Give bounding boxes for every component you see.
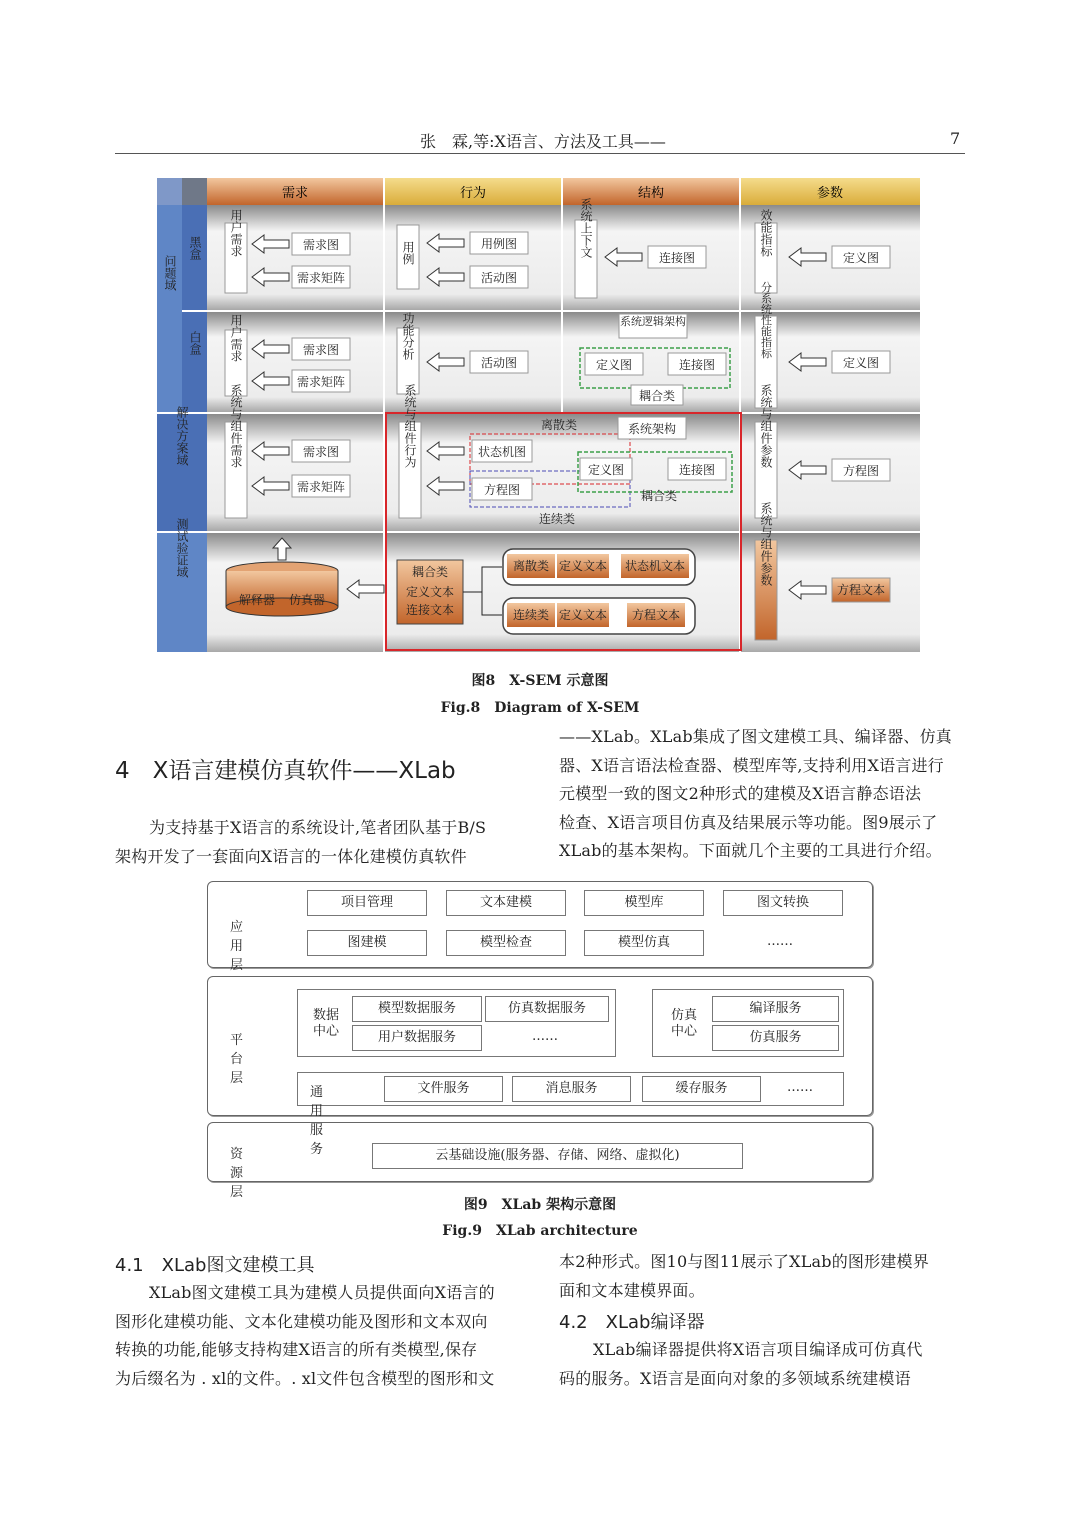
svg-text:需求图: 需求图 [302, 343, 340, 357]
figure-8-caption-en: Fig.8 Diagram of X-SEM [440, 700, 640, 716]
svg-text:定义文本: 定义文本 [405, 585, 455, 599]
common-item-more: …… [787, 1080, 813, 1095]
figure-9-caption-en: Fig.9 XLab architecture [442, 1223, 638, 1239]
col-header-structure: 结构 [637, 186, 665, 201]
app-item: 图建模 [307, 930, 427, 956]
svg-text:系统上下文: 系统上下文 [579, 198, 593, 258]
section-4-left-text: 为支持基于X语言的系统设计,笔者团队基于B/S 架构开发了一套面向X语言的一体化建模仿真软件 [115, 818, 487, 866]
figure-8-caption-cn: 图8 X-SEM 示意图 [471, 673, 609, 689]
svg-text:连接图: 连接图 [658, 251, 696, 265]
svg-text:白盒: 白盒 [188, 331, 202, 355]
col-header-param: 参数 [816, 186, 844, 201]
svg-text:分系统性能指标: 分系统性能指标 [759, 281, 773, 359]
svg-text:需求图: 需求图 [302, 445, 340, 459]
svg-text:定义图: 定义图 [842, 356, 880, 370]
svg-text:需求图: 需求图 [302, 238, 340, 252]
svg-text:系统架构: 系统架构 [627, 422, 677, 436]
svg-text:系统与组件参数: 系统与组件参数 [759, 502, 773, 586]
svg-text:离散类: 离散类 [512, 559, 550, 573]
data-item-more: …… [532, 1029, 558, 1044]
sim-center-label: 仿真中心 [671, 1008, 698, 1039]
svg-text:问题域: 问题域 [163, 255, 177, 291]
svg-text:连续类: 连续类 [538, 512, 576, 526]
svg-text:活动图: 活动图 [480, 356, 518, 370]
svg-text:定义文本: 定义文本 [558, 608, 608, 622]
svg-text:离散类: 离散类 [540, 418, 578, 432]
svg-text:方程图: 方程图 [842, 464, 880, 478]
common-item: 缓存服务 [642, 1076, 761, 1102]
col-header-req: 需求 [281, 186, 309, 201]
svg-text:需求矩阵: 需求矩阵 [296, 271, 346, 285]
svg-text:连续类: 连续类 [512, 608, 550, 622]
app-item: 项目管理 [307, 890, 427, 916]
section-4-1-text-cont: 本2种形式。图10与图11展示了XLab的图形建模界 面和文本建模界面。 [559, 1252, 929, 1300]
svg-text:方程文本: 方程文本 [836, 583, 886, 597]
app-item-more: …… [767, 934, 793, 949]
resource-item: 云基础设施(服务器、存储、网络、虚拟化) [372, 1143, 743, 1169]
app-layer-label: 应用层 [230, 920, 244, 973]
svg-text:方程文本: 方程文本 [631, 608, 681, 622]
app-item: 图文转换 [723, 890, 843, 916]
app-item: 模型库 [584, 890, 704, 916]
svg-text:定义文本: 定义文本 [558, 559, 608, 573]
svg-text:连接图: 连接图 [678, 463, 716, 477]
svg-text:功能分析: 功能分析 [401, 312, 415, 360]
svg-text:耦合类: 耦合类 [638, 389, 676, 403]
sim-item: 仿真服务 [712, 1025, 839, 1051]
section-4-1-text: XLab图文建模工具为建模人员提供面向X语言的 图形化建模功能、文本化建模功能及图形和文本双向 转换的功能,能够支持构建X语言的所有类模型,保存 为后缀名为 . xl的文件。. xl文件包含模型的图形和文 [115, 1283, 495, 1388]
svg-text:解决方案域: 解决方案域 [175, 406, 189, 466]
figure-9-caption-cn: 图9 XLab 架构示意图 [463, 1197, 617, 1213]
common-item: 消息服务 [512, 1076, 631, 1102]
svg-text:用例图: 用例图 [480, 237, 518, 251]
svg-text:黑盒: 黑盒 [188, 236, 202, 260]
svg-text:系统与组件需求: 系统与组件需求 [229, 384, 243, 468]
svg-text:用户需求: 用户需求 [229, 314, 243, 362]
svg-text:解释器: 解释器 [238, 593, 276, 607]
svg-text:连接图: 连接图 [678, 358, 716, 372]
sim-item: 编译服务 [712, 996, 839, 1022]
section-4-right-text: ——XLab。XLab集成了图文建模工具、编译器、仿真 器、X语言语法检查器、模型库等,支持利用X语言进行 元模型一致的图文2种形式的建模及X语言静态语法 检查、X语言项目仿真及结果展示等功能。图9展示了 XLab的基本架构。下面就几个主要的工具进行介绍。 [559, 727, 952, 860]
svg-text:定义图: 定义图 [587, 463, 625, 477]
data-item: 模型数据服务 [352, 996, 482, 1022]
svg-text:系统逻辑架构: 系统逻辑架构 [620, 315, 686, 328]
svg-text:方程图: 方程图 [483, 483, 521, 497]
svg-text:需求矩阵: 需求矩阵 [296, 375, 346, 389]
svg-text:系统与组件行为: 系统与组件行为 [403, 384, 417, 468]
svg-text:仿真器: 仿真器 [288, 593, 326, 607]
svg-text:活动图: 活动图 [480, 271, 518, 285]
svg-text:效能指标: 效能指标 [759, 209, 773, 257]
section-4-title: 4 X语言建模仿真软件——XLab [115, 758, 456, 784]
svg-text:连接文本: 连接文本 [405, 603, 455, 617]
running-header: 张 霖,等:X语言、方法及工具—— [420, 132, 666, 151]
svg-text:用例: 用例 [401, 241, 415, 265]
common-services-label: 通用服务 [310, 1085, 324, 1157]
data-item: 用户数据服务 [352, 1025, 482, 1051]
platform-layer-label: 平台层 [230, 1033, 244, 1086]
col-header-behavior: 行为 [459, 186, 487, 201]
svg-text:定义图: 定义图 [842, 251, 880, 265]
svg-text:耦合类: 耦合类 [640, 489, 678, 503]
figure-8-xsem [157, 178, 920, 652]
app-item: 模型检查 [446, 930, 566, 956]
svg-text:系统与组件参数: 系统与组件参数 [759, 384, 773, 468]
section-4-2-title: 4.2 XLab编译器 [559, 1312, 705, 1333]
svg-text:耦合类: 耦合类 [411, 565, 449, 579]
page-number: 7 [950, 129, 961, 148]
data-item: 仿真数据服务 [485, 996, 609, 1022]
app-item: 模型仿真 [584, 930, 704, 956]
resource-layer-label: 资源层 [230, 1147, 244, 1200]
svg-text:定义图: 定义图 [595, 358, 633, 372]
common-item: 文件服务 [384, 1076, 503, 1102]
svg-text:测试验证域: 测试验证域 [175, 518, 189, 578]
section-4-2-text: XLab编译器提供将X语言项目编译成可仿真代 码的服务。X语言是面向对象的多领域系统建模语 [559, 1340, 923, 1388]
header-rule [115, 153, 965, 154]
svg-text:需求矩阵: 需求矩阵 [296, 480, 346, 494]
section-4-1-title: 4.1 XLab图文建模工具 [115, 1255, 315, 1276]
data-center-label: 数据中心 [313, 1008, 340, 1039]
svg-text:状态机文本: 状态机文本 [624, 559, 686, 573]
svg-text:用户需求: 用户需求 [229, 209, 243, 257]
svg-text:状态机图: 状态机图 [477, 445, 527, 459]
app-item: 文本建模 [446, 890, 566, 916]
